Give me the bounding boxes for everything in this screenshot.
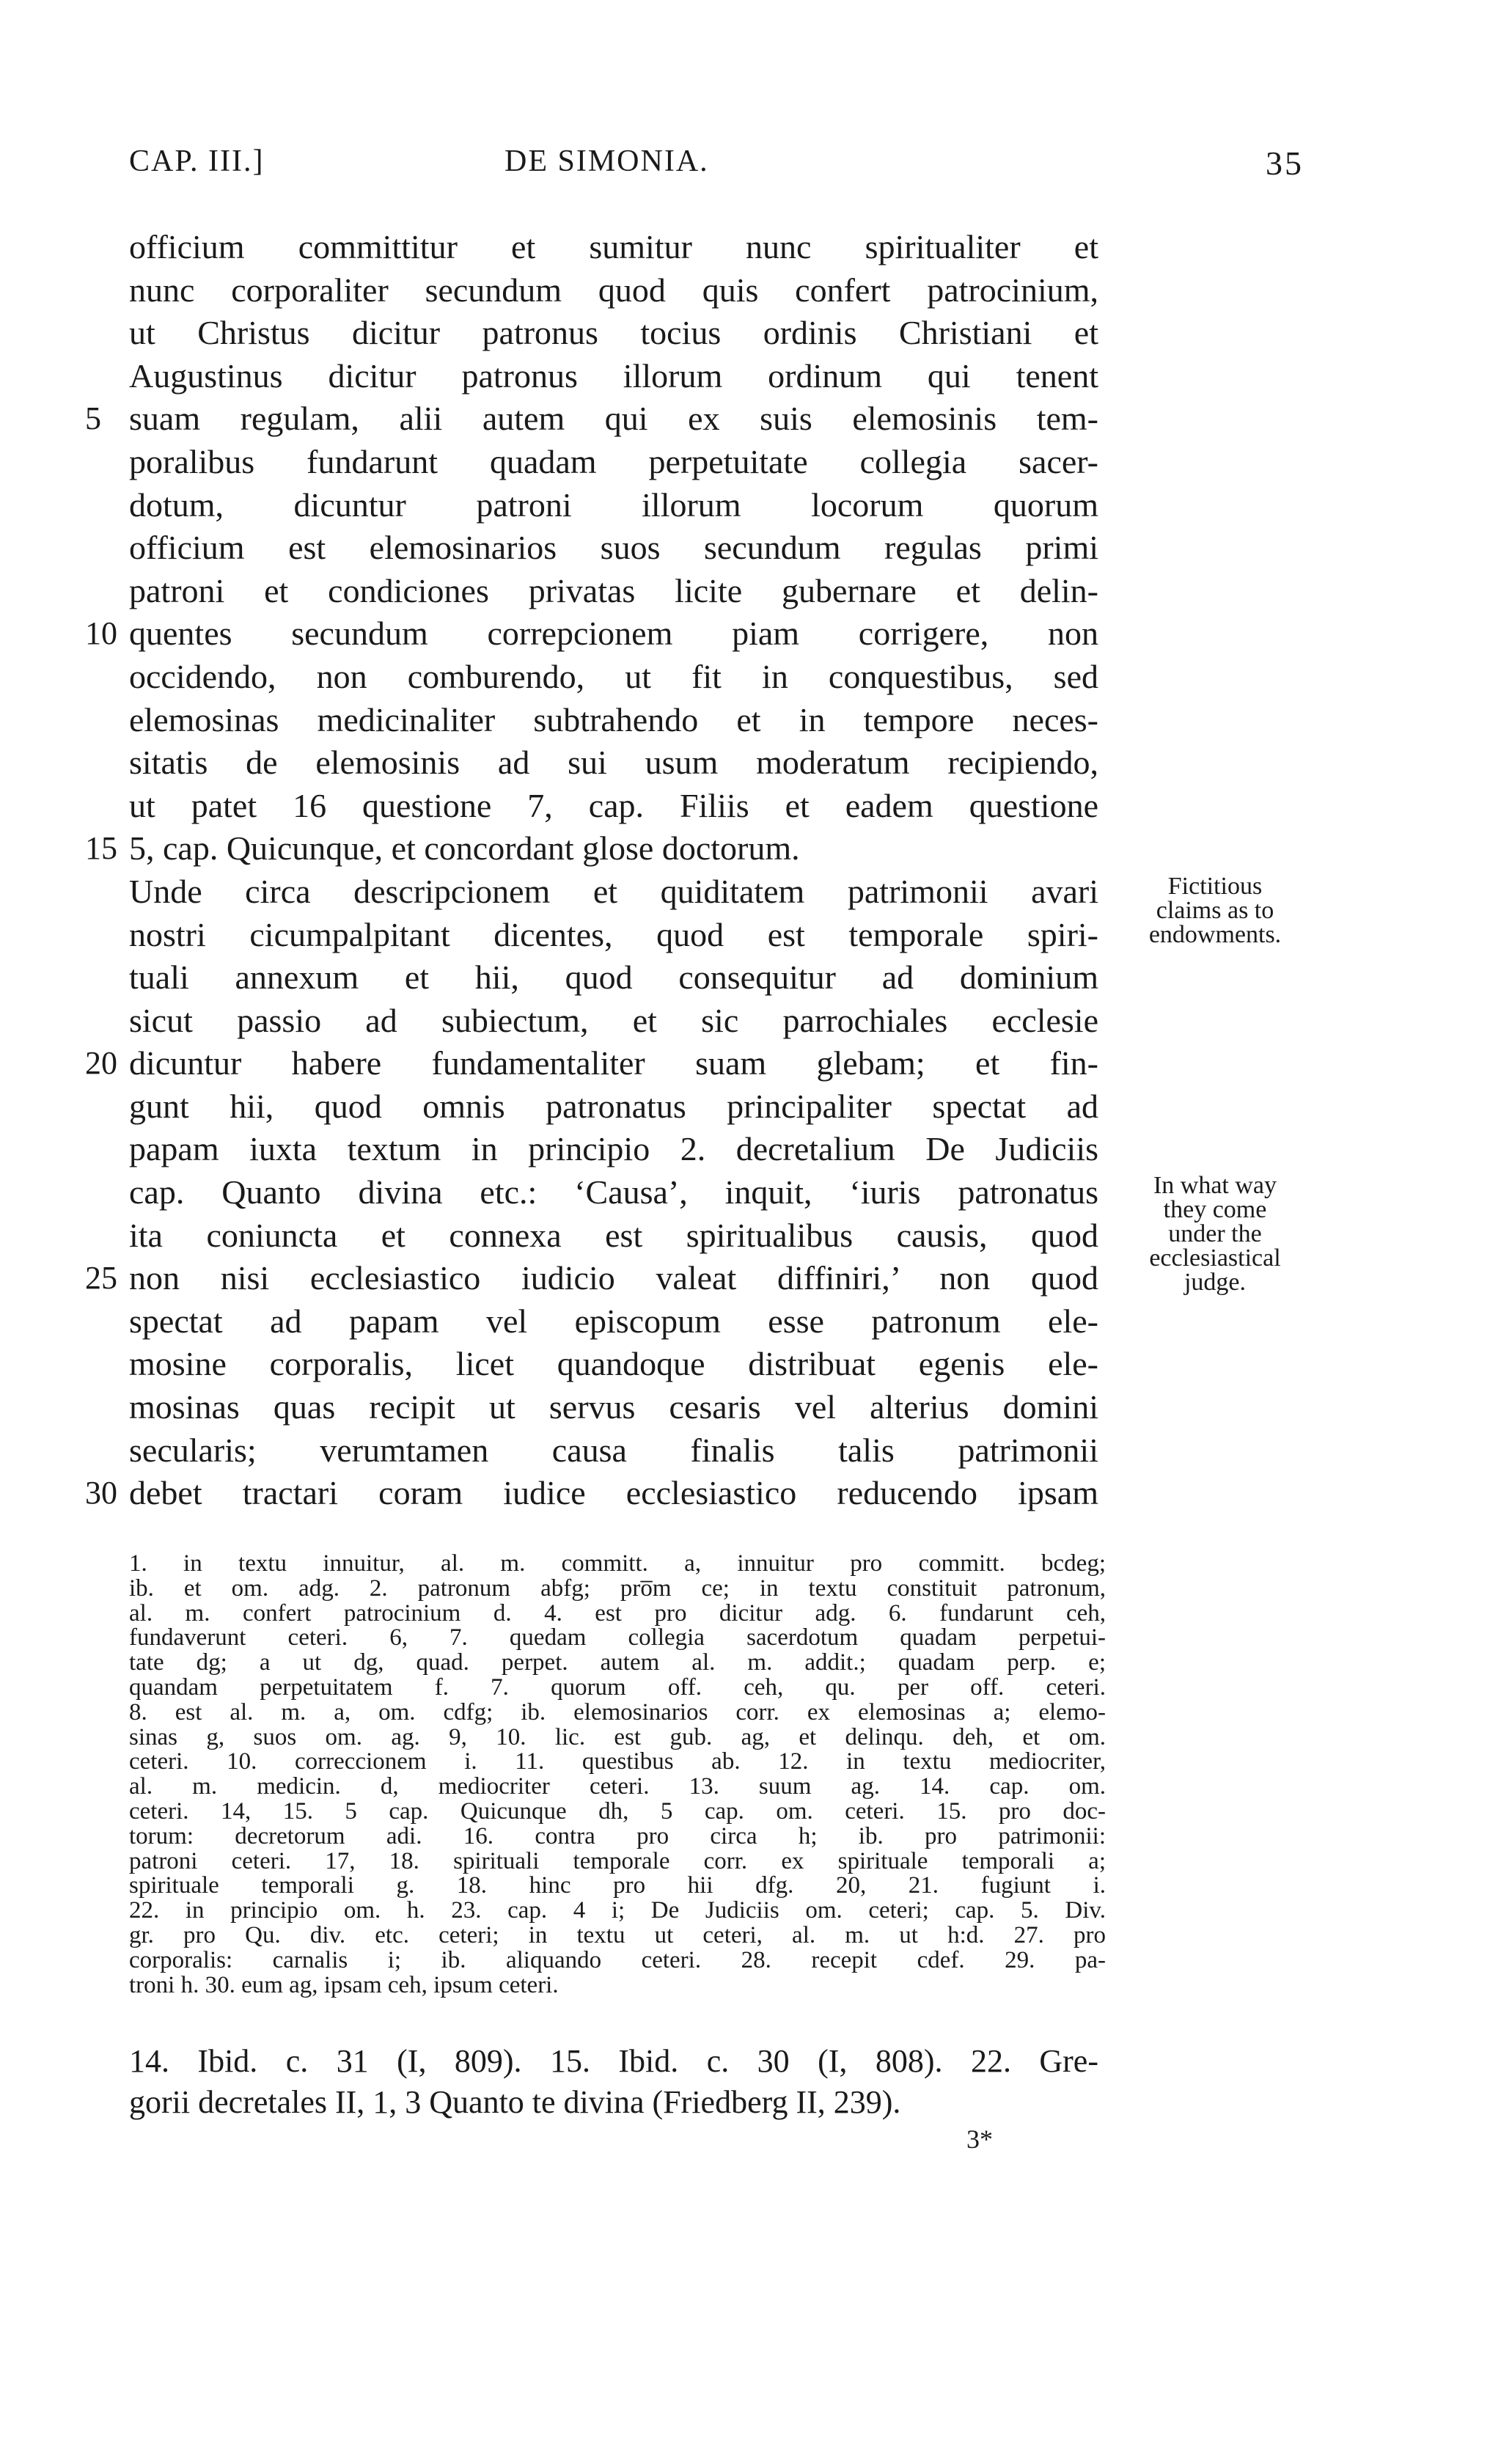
text-line — [129, 484, 1098, 527]
line-text: papam iuxta textum in principio 2. decretalium De Judiciis — [129, 1130, 1098, 1168]
source-line: 14. Ibid. c. 31 (I, 809). 15. Ibid. c. 30 (I, 808). 22. Gre- — [129, 2043, 1098, 2079]
line-text: sitatis de elemosinis ad sui usum moderatum recipiendo, — [129, 744, 1098, 782]
text-line — [129, 527, 1098, 570]
text-line — [129, 312, 1098, 355]
text-line — [129, 441, 1098, 484]
line-text: quentes secundum correpcionem piam corrigere, non — [129, 615, 1098, 653]
margin-note-ecclesiastical-judge — [1116, 1173, 1314, 1294]
text-line — [129, 1128, 1098, 1171]
line-number: 10 — [85, 615, 117, 652]
running-head-chapter: CAP. III.] — [129, 144, 265, 178]
apparatus-line: 8. est al. m. a, om. cdfg; ib. elemosinarios corr. ex elemosinas a; elemo- — [129, 1698, 1106, 1726]
text-line — [129, 226, 1098, 269]
line-text: nostri cicumpalpitant dicentes, quod est temporale spiri- — [129, 915, 1098, 953]
line-text: elemosinas medicinaliter subtrahendo et in tempore neces- — [129, 700, 1098, 738]
margin-note-line: ecclesiastical — [1149, 1244, 1281, 1272]
line-text: gunt hii, quod omnis patronatus principaliter spectat ad — [129, 1087, 1098, 1125]
text-line — [129, 1214, 1098, 1258]
line-text: officium est elemosinarios suos secundum regulas primi — [129, 529, 1098, 567]
text-line — [85, 1042, 1098, 1085]
text-line — [85, 827, 1098, 870]
apparatus-line: tate dg; a ut dg, quad. perpet. autem al. m. addit.; quadam perp. e; — [129, 1649, 1106, 1676]
line-text: tuali annexum et hii, quod consequitur ad dominium — [129, 958, 1098, 997]
apparatus-line: ib. et om. adg. 2. patronum abfg; pro̅m ce; in textu constituit patronum, — [129, 1574, 1106, 1602]
text-line — [129, 914, 1098, 957]
apparatus-line: spirituale temporali g. 18. hinc pro hii dfg. 20, 21. fugiunt i. — [129, 1872, 1106, 1899]
text-line — [129, 699, 1098, 742]
text-line — [129, 785, 1098, 828]
apparatus-line: ceteri. 10. correccionem i. 11. questibus ab. 12. in textu mediocriter, — [129, 1748, 1106, 1775]
apparatus-line: sinas g, suos om. ag. 9, 10. lic. est gub. ag, et delinqu. deh, et om. — [129, 1723, 1106, 1750]
line-text: patroni et condiciones privatas licite gubernare et delin- — [129, 571, 1098, 609]
apparatus-line: ceteri. 14, 15. 5 cap. Quicunque dh, 5 cap. om. ceteri. 15. pro doc- — [129, 1797, 1106, 1825]
critical-apparatus — [129, 1552, 1106, 1998]
apparatus-line: gr. pro Qu. div. etc. ceteri; in textu ut ceteri, al. m. ut h:d. 27. pro — [129, 1921, 1106, 1948]
line-number: 25 — [85, 1260, 117, 1297]
apparatus-line: quandam perpetuitatem f. 7. quorum off. ceh, qu. per off. ceteri. — [129, 1673, 1106, 1701]
apparatus-line: fundaverunt ceteri. 6, 7. quedam collegia sacerdotum quadam perpetui- — [129, 1624, 1106, 1651]
apparatus-line: troni h. 30. eum ag, ipsam ceh, ipsum ceteri. — [129, 1971, 559, 1998]
apparatus-line: 1. in textu innuitur, al. m. committ. a, innuitur pro committ. bcdeg; — [129, 1550, 1106, 1577]
margin-note-line: they come — [1163, 1196, 1267, 1223]
text-line — [129, 741, 1098, 785]
line-text: secularis; verumtamen causa finalis talis patrimonii — [129, 1431, 1098, 1469]
apparatus-line: 22. in principio om. h. 23. cap. 4 i; De Judiciis om. ceteri; cap. 5. Div. — [129, 1897, 1106, 1924]
text-line — [129, 1343, 1098, 1386]
line-text: officium committitur et sumitur nunc spiritualiter et — [129, 228, 1098, 265]
line-number: 15 — [85, 830, 117, 867]
text-line — [85, 1257, 1098, 1300]
text-line — [129, 269, 1098, 312]
apparatus-line: al. m. confert patrocinium d. 4. est pro dicitur adg. 6. fundarunt ceh, — [129, 1599, 1106, 1627]
text-line — [129, 870, 1098, 914]
margin-note-line: In what way — [1153, 1172, 1277, 1199]
text-line — [129, 1171, 1098, 1214]
source-notes — [129, 2041, 1098, 2123]
apparatus-line: al. m. medicin. d, mediocriter ceteri. 13. suum ag. 14. cap. om. — [129, 1773, 1106, 1800]
line-text: ut patet 16 questione 7, cap. Filiis et eadem questione — [129, 786, 1098, 824]
source-line: gorii decretales II, 1, 3 Quanto te divina (Friedberg II, 239). — [129, 2084, 901, 2120]
text-line — [129, 956, 1098, 1000]
margin-note-fictitious-claims — [1116, 874, 1314, 947]
line-text: cap. Quanto divina etc.: ‘Causa’, inquit, ‘iuris patronatus — [129, 1173, 1098, 1211]
line-text: 5, cap. Quicunque, et concordant glose doctorum. — [129, 829, 800, 868]
line-text: Unde circa descripcionem et quiditatem patrimonii avari — [129, 872, 1098, 910]
text-line — [129, 1429, 1098, 1473]
line-number: 20 — [85, 1045, 117, 1082]
margin-note-line: claims as to — [1156, 897, 1274, 924]
text-line — [85, 397, 1098, 441]
line-text: suam regulam, alii autem qui ex suis elemosinis tem- — [129, 400, 1098, 438]
line-text: debet tractari coram iudice ecclesiastico reducendo ipsam — [129, 1474, 1098, 1512]
apparatus-line: corporalis: carnalis i; ib. aliquando ceteri. 28. recepit cdef. 29. pa- — [129, 1946, 1106, 1973]
line-number: 30 — [85, 1475, 117, 1511]
line-text: ita coniuncta et connexa est spiritualibus causis, quod — [129, 1216, 1098, 1254]
margin-note-line: under the — [1168, 1220, 1262, 1247]
line-text: nunc corporaliter secundum quod quis confert patrocinium, — [129, 271, 1098, 309]
text-line — [129, 656, 1098, 699]
text-line — [85, 612, 1098, 656]
line-text: spectat ad papam vel episcopum esse patronum ele- — [129, 1302, 1098, 1340]
line-text: mosine corporalis, licet quandoque distribuat egenis ele- — [129, 1345, 1098, 1383]
running-head-title: DE SIMONIA. — [504, 144, 709, 178]
page-number: 35 — [1266, 144, 1304, 182]
line-text: mosinas quas recipit ut servus cesaris vel alterius domini — [129, 1388, 1098, 1426]
line-text: non nisi ecclesiastico iudicio valeat diffiniri,’ non quod — [129, 1259, 1098, 1297]
line-text: Augustinus dicitur patronus illorum ordinum qui tenent — [129, 356, 1098, 395]
apparatus-line: patroni ceteri. 17, 18. spirituali temporale corr. ex spirituale temporali a; — [129, 1847, 1106, 1874]
line-text: poralibus fundarunt quadam perpetuitate collegia sacer- — [129, 442, 1098, 480]
text-line — [129, 1300, 1098, 1343]
apparatus-line: torum: decretorum adi. 16. contra pro circa h; ib. pro patrimonii: — [129, 1822, 1106, 1849]
text-line — [129, 1000, 1098, 1043]
signature-mark: 3* — [966, 2124, 993, 2154]
line-text: sicut passio ad subiectum, et sic parrochiales ecclesie — [129, 1001, 1098, 1039]
line-text: dotum, dicuntur patroni illorum locorum quorum — [129, 485, 1098, 524]
text-line — [129, 355, 1098, 398]
margin-note-line: judge. — [1183, 1269, 1247, 1296]
text-line — [129, 1085, 1098, 1129]
text-line — [129, 570, 1098, 613]
margin-note-line: Fictitious — [1167, 873, 1263, 900]
margin-note-line: endowments. — [1148, 921, 1282, 948]
line-number: 5 — [85, 400, 101, 437]
main-text — [85, 226, 1098, 1515]
text-line — [129, 1386, 1098, 1429]
line-text: dicuntur habere fundamentaliter suam glebam; et fin- — [129, 1044, 1098, 1082]
line-text: occidendo, non comburendo, ut fit in conquestibus, sed — [129, 657, 1098, 695]
text-line — [85, 1472, 1098, 1515]
line-text: ut Christus dicitur patronus tocius ordinis Christiani et — [129, 314, 1098, 352]
